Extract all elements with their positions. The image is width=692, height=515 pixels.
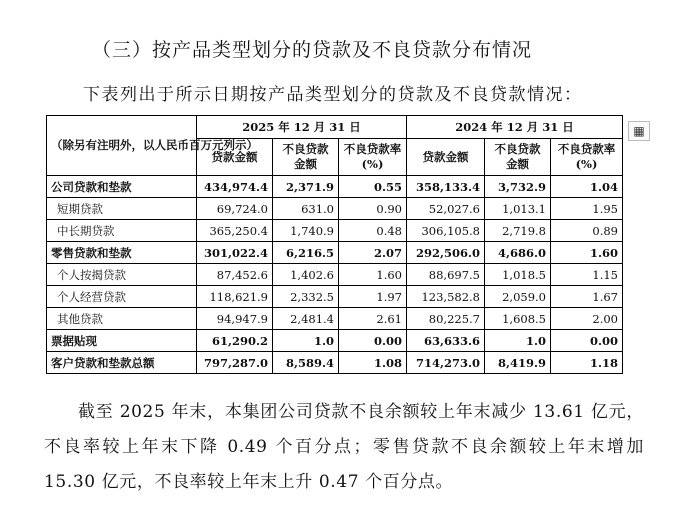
- table-row: [47, 220, 623, 242]
- cell-value: 0.55: [339, 176, 407, 198]
- cell-value: 94,947.9: [197, 308, 273, 330]
- section-heading: （三）按产品类型划分的贷款及不良贷款分布情况: [92, 39, 533, 61]
- table-row: [47, 286, 623, 308]
- table-row: [47, 242, 623, 264]
- cell-value: 1.0: [273, 330, 339, 352]
- cell-value: 1,608.5: [485, 308, 551, 330]
- row-label: 客户贷款和垫款总额: [47, 352, 197, 374]
- cell-value: 631.0: [273, 198, 339, 220]
- cell-value: 797,287.0: [197, 352, 273, 374]
- summary-paragraph: [44, 395, 644, 500]
- cell-value: 292,506.0: [407, 242, 485, 264]
- column-header: 不良贷款金额: [485, 139, 551, 176]
- cell-value: 2.07: [339, 242, 407, 264]
- cell-value: 1.08: [339, 352, 407, 374]
- cell-value: 1.67: [551, 286, 623, 308]
- cell-value: 118,621.9: [197, 286, 273, 308]
- cell-value: 4,686.0: [485, 242, 551, 264]
- column-header: 不良贷款率(%): [551, 139, 623, 176]
- cell-value: 2,719.8: [485, 220, 551, 242]
- cell-value: 0.00: [339, 330, 407, 352]
- cell-value: 1.60: [339, 264, 407, 286]
- row-label: 其他贷款: [47, 308, 197, 330]
- cell-value: 2,481.4: [273, 308, 339, 330]
- cell-value: 88,697.5: [407, 264, 485, 286]
- loan-distribution-table: [46, 115, 623, 374]
- cell-value: 1.04: [551, 176, 623, 198]
- cell-value: 0.48: [339, 220, 407, 242]
- cell-value: 0.89: [551, 220, 623, 242]
- cell-value: 1,018.5: [485, 264, 551, 286]
- column-header: 不良贷款金额: [273, 139, 339, 176]
- row-label: 个人按揭贷款: [47, 264, 197, 286]
- cell-value: 1.60: [551, 242, 623, 264]
- table-row: [47, 330, 623, 352]
- cell-value: 123,582.8: [407, 286, 485, 308]
- cell-value: 3,732.9: [485, 176, 551, 198]
- cell-value: 69,724.0: [197, 198, 273, 220]
- column-header: 不良贷款率(%): [339, 139, 407, 176]
- period-header-2025: 2025 年 12 月 31 日: [197, 116, 407, 139]
- cell-value: 1.95: [551, 198, 623, 220]
- cell-value: 8,419.9: [485, 352, 551, 374]
- column-header: 贷款金额: [407, 139, 485, 176]
- table-row: [47, 176, 623, 198]
- cell-value: 52,027.6: [407, 198, 485, 220]
- cell-value: 0.00: [551, 330, 623, 352]
- cell-value: 61,290.2: [197, 330, 273, 352]
- cell-value: 1.97: [339, 286, 407, 308]
- cell-value: 2,059.0: [485, 286, 551, 308]
- cell-value: 1.0: [485, 330, 551, 352]
- cell-value: 2,332.5: [273, 286, 339, 308]
- period-header-2024: 2024 年 12 月 31 日: [407, 116, 623, 139]
- cell-value: 365,250.4: [197, 220, 273, 242]
- table-row: [47, 308, 623, 330]
- stub-header: （除另有注明外，以人民币百万元列示）: [47, 116, 197, 176]
- cell-value: 87,452.6: [197, 264, 273, 286]
- row-label: 短期贷款: [47, 198, 197, 220]
- table-row: [47, 198, 623, 220]
- cell-value: 306,105.8: [407, 220, 485, 242]
- cell-value: 358,133.4: [407, 176, 485, 198]
- cell-value: 2.61: [339, 308, 407, 330]
- row-label: 票据贴现: [47, 330, 197, 352]
- cell-value: 80,225.7: [407, 308, 485, 330]
- cell-value: 1,013.1: [485, 198, 551, 220]
- table-row: [47, 352, 623, 374]
- cell-value: 434,974.4: [197, 176, 273, 198]
- table-view-icon[interactable]: ▦: [628, 121, 650, 141]
- cell-value: 714,273.0: [407, 352, 485, 374]
- cell-value: 1.18: [551, 352, 623, 374]
- row-label: 中长期贷款: [47, 220, 197, 242]
- row-label: 零售贷款和垫款: [47, 242, 197, 264]
- table-body: [47, 176, 623, 374]
- cell-value: 2.00: [551, 308, 623, 330]
- cell-value: 0.90: [339, 198, 407, 220]
- row-label: 个人经营贷款: [47, 286, 197, 308]
- cell-value: 63,633.6: [407, 330, 485, 352]
- cell-value: 1,402.6: [273, 264, 339, 286]
- cell-value: 6,216.5: [273, 242, 339, 264]
- cell-value: 1.15: [551, 264, 623, 286]
- cell-value: 8,589.4: [273, 352, 339, 374]
- table-row: [47, 264, 623, 286]
- cell-value: 301,022.4: [197, 242, 273, 264]
- intro-text: 下表列出于所示日期按产品类型划分的贷款及不良贷款情况：: [83, 85, 583, 105]
- row-label: 公司贷款和垫款: [47, 176, 197, 198]
- summary-text: 截至 2025 年末，本集团公司贷款不良余额较上年末减少 13.61 亿元，不良率较上年末下降 0.49 个百分点；零售贷款不良余额较上年末增加 15.30 亿元，不良率较上年末上升 0.47 个百分点。: [44, 402, 644, 492]
- column-header: 贷款金额: [197, 139, 273, 176]
- cell-value: 1,740.9: [273, 220, 339, 242]
- cell-value: 2,371.9: [273, 176, 339, 198]
